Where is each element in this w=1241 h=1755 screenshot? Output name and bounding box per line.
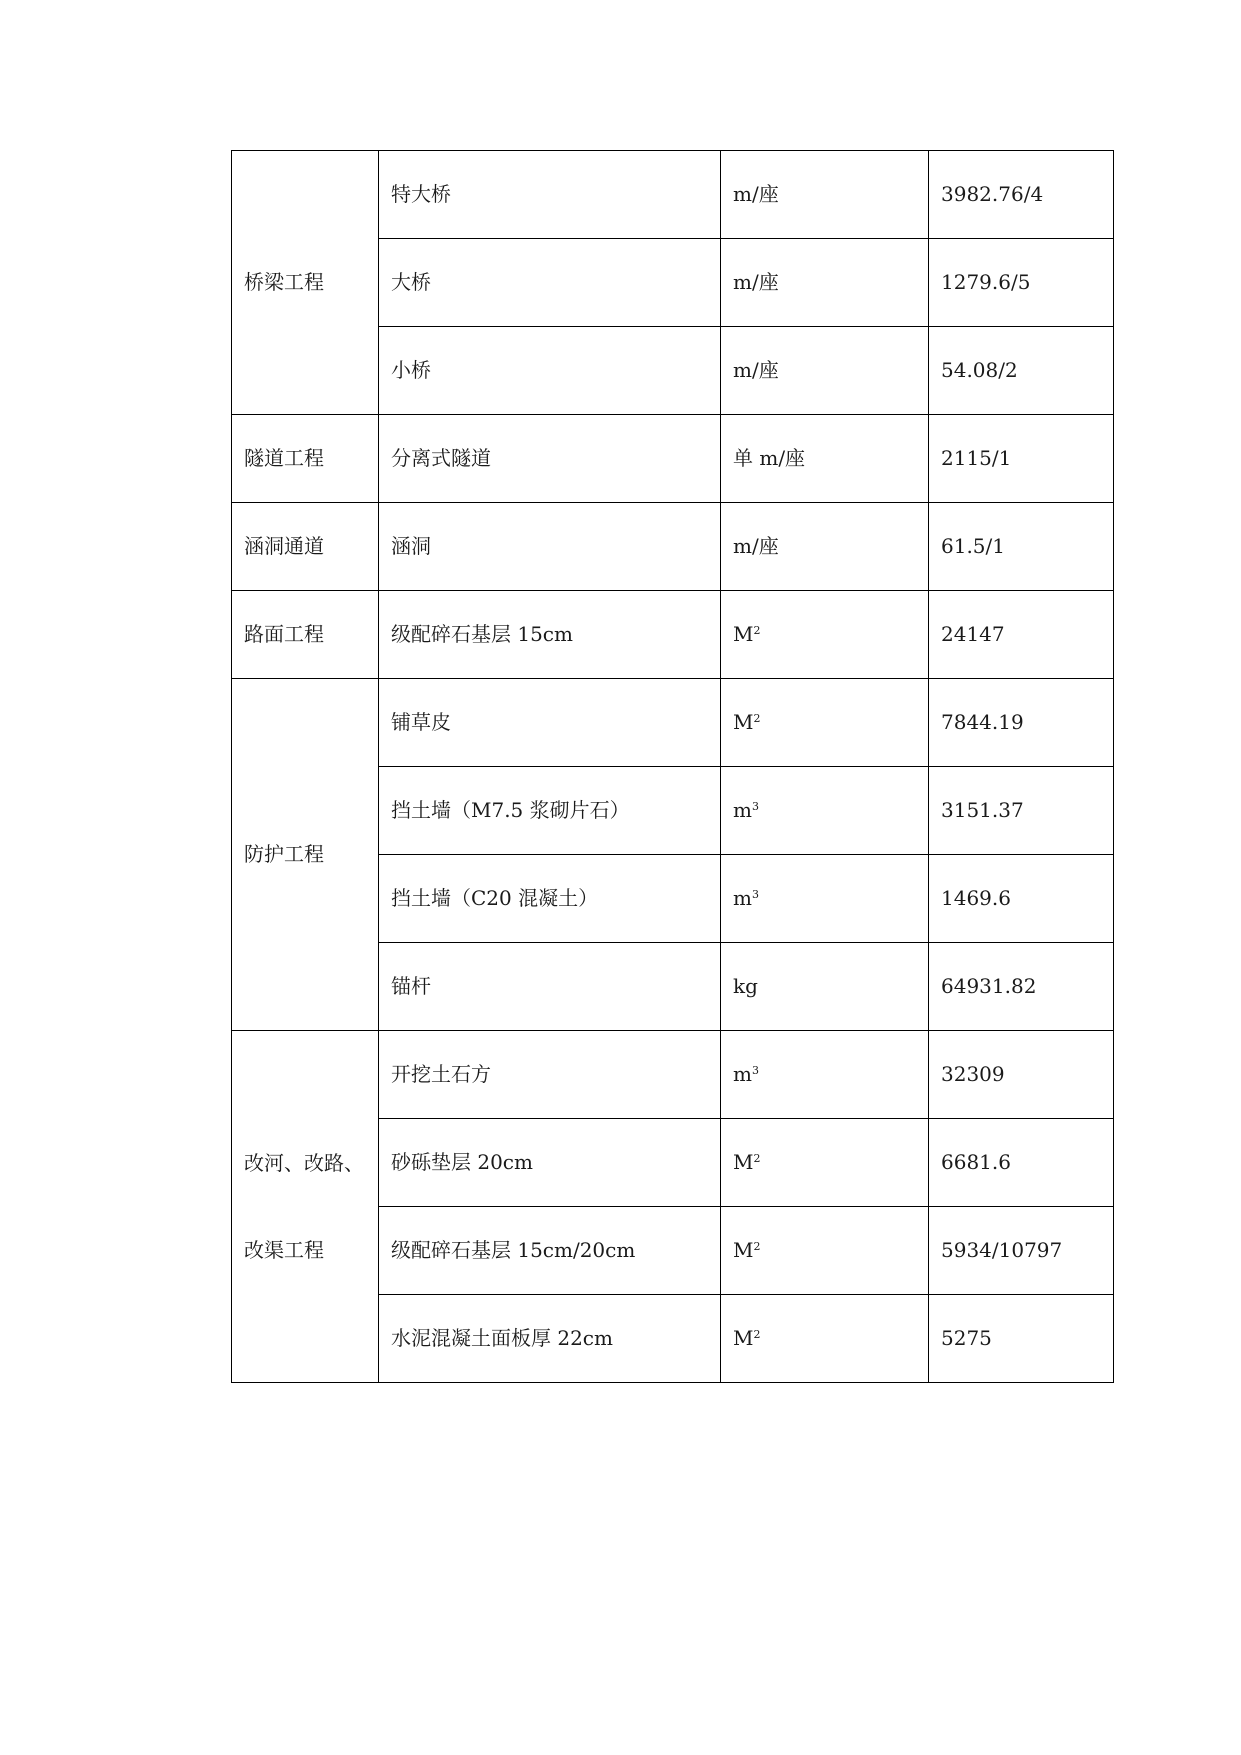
category-cell: 涵洞通道 [232,503,379,591]
unit-base: M [733,1238,754,1262]
quantity-cell: 1469.6 [929,855,1114,943]
quantity-cell: 1279.6/5 [929,239,1114,327]
unit-exponent: 2 [753,624,761,637]
category-cell: 桥梁工程 [232,151,379,415]
item-cell: 级配碎石基层 15cm [379,591,721,679]
unit-exponent: 2 [753,712,761,725]
category-line: 改渠工程 [244,1237,324,1262]
item-cell: 开挖土石方 [379,1031,721,1119]
quantity-cell: 5934/10797 [929,1207,1114,1295]
item-cell: 挡土墙（M7.5 浆砌片石） [379,767,721,855]
unit-exponent: 3 [751,888,759,901]
unit-cell [721,591,929,679]
unit-cell [721,1119,929,1207]
table-row [232,591,1114,679]
quantity-cell: 5275 [929,1295,1114,1383]
unit-base: M [733,710,754,734]
category-cell: 路面工程 [232,591,379,679]
quantity-cell: 3982.76/4 [929,151,1114,239]
quantity-cell: 24147 [929,591,1114,679]
quantity-cell: 3151.37 [929,767,1114,855]
unit-cell [721,1031,929,1119]
unit-base: M [733,622,754,646]
table-row [232,503,1114,591]
category-line: 改河、改路、 [244,1150,364,1175]
item-cell: 小桥 [379,327,721,415]
unit-exponent: 2 [753,1152,761,1165]
item-cell: 涵洞 [379,503,721,591]
unit-base: m [733,886,752,910]
item-cell: 砂砾垫层 20cm [379,1119,721,1207]
category-cell [232,1031,379,1383]
item-cell: 铺草皮 [379,679,721,767]
item-cell: 锚杆 [379,943,721,1031]
unit-exponent: 3 [751,800,759,813]
unit-base: m [733,798,752,822]
category-cell: 防护工程 [232,679,379,1031]
unit-cell: m/座 [721,327,929,415]
quantity-cell: 54.08/2 [929,327,1114,415]
unit-cell: 单 m/座 [721,415,929,503]
unit-cell [721,679,929,767]
unit-cell [721,855,929,943]
item-cell: 水泥混凝土面板厚 22cm [379,1295,721,1383]
unit-cell: kg [721,943,929,1031]
table-row [232,415,1114,503]
engineering-quantity-table [231,150,1114,1383]
item-cell: 级配碎石基层 15cm/20cm [379,1207,721,1295]
unit-exponent: 2 [753,1240,761,1253]
quantity-cell: 61.5/1 [929,503,1114,591]
unit-cell [721,1295,929,1383]
unit-cell: m/座 [721,239,929,327]
unit-cell: m/座 [721,151,929,239]
item-cell: 挡土墙（C20 混凝土） [379,855,721,943]
item-cell: 分离式隧道 [379,415,721,503]
unit-base: M [733,1326,754,1350]
quantity-cell: 7844.19 [929,679,1114,767]
unit-exponent: 3 [751,1064,759,1077]
unit-base: m [733,1062,752,1086]
table-row [232,151,1114,239]
quantity-cell: 32309 [929,1031,1114,1119]
unit-exponent: 2 [753,1328,761,1341]
unit-cell: m/座 [721,503,929,591]
quantity-cell: 64931.82 [929,943,1114,1031]
item-cell: 大桥 [379,239,721,327]
category-cell: 隧道工程 [232,415,379,503]
table-row [232,1031,1114,1119]
table-row [232,679,1114,767]
quantity-cell: 6681.6 [929,1119,1114,1207]
item-cell: 特大桥 [379,151,721,239]
unit-cell [721,1207,929,1295]
quantity-cell: 2115/1 [929,415,1114,503]
unit-cell [721,767,929,855]
unit-base: M [733,1150,754,1174]
